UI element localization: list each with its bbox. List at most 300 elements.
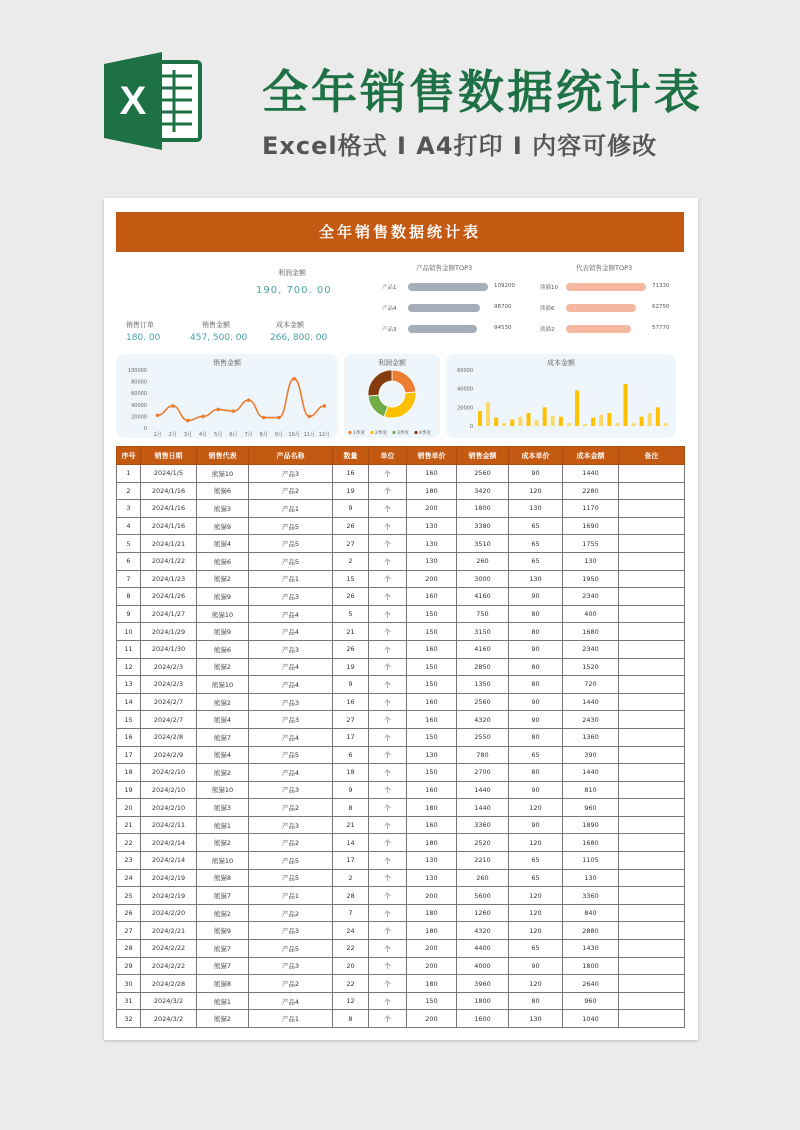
table-cell[interactable]: 2340 [563,588,619,606]
table-cell[interactable]: 1440 [563,764,619,782]
table-cell[interactable]: 65 [509,517,563,535]
table-cell[interactable] [619,781,685,799]
table-cell[interactable]: 180 [407,975,457,993]
table-cell[interactable]: 2024/2/7 [141,711,197,729]
table-cell[interactable]: 23 [117,852,141,870]
table-cell[interactable]: 个 [369,693,407,711]
table-cell[interactable]: 产品5 [249,852,333,870]
table-cell[interactable]: 熊猫4 [197,711,249,729]
table-cell[interactable]: 个 [369,605,407,623]
table-cell[interactable] [619,1010,685,1028]
table-cell[interactable]: 120 [509,834,563,852]
table-cell[interactable]: 9 [333,676,369,694]
table-cell[interactable]: 2 [333,869,369,887]
table-cell[interactable]: 8 [333,1010,369,1028]
table-cell[interactable]: 个 [369,834,407,852]
table-cell[interactable] [619,500,685,518]
table-cell[interactable]: 2024/2/3 [141,676,197,694]
table-cell[interactable]: 2024/3/2 [141,992,197,1010]
table-cell[interactable]: 熊猫10 [197,852,249,870]
table-cell[interactable]: 180 [407,799,457,817]
table-cell[interactable]: 65 [509,869,563,887]
table-cell[interactable]: 产品4 [249,605,333,623]
table-cell[interactable]: 200 [407,570,457,588]
table-cell[interactable]: 产品4 [249,676,333,694]
table-cell[interactable]: 150 [407,658,457,676]
table-cell[interactable]: 2024/1/26 [141,588,197,606]
table-cell[interactable]: 80 [509,658,563,676]
table-cell[interactable]: 个 [369,517,407,535]
table-cell[interactable]: 21 [117,816,141,834]
table-cell[interactable]: 2520 [457,834,509,852]
table-cell[interactable]: 2024/1/16 [141,500,197,518]
table-cell[interactable]: 产品3 [249,816,333,834]
table-cell[interactable]: 2560 [457,465,509,483]
table-cell[interactable]: 2024/2/19 [141,887,197,905]
table-cell[interactable]: 熊猫8 [197,975,249,993]
table-cell[interactable]: 个 [369,764,407,782]
table-cell[interactable] [619,658,685,676]
table-cell[interactable]: 2024/2/7 [141,693,197,711]
table-cell[interactable]: 产品5 [249,869,333,887]
table-cell[interactable]: 80 [509,992,563,1010]
table-cell[interactable]: 产品4 [249,728,333,746]
table-cell[interactable]: 1950 [563,570,619,588]
table-cell[interactable]: 5 [117,535,141,553]
table-cell[interactable]: 个 [369,465,407,483]
table-cell[interactable]: 160 [407,588,457,606]
table-cell[interactable]: 400 [563,605,619,623]
table-cell[interactable]: 个 [369,922,407,940]
table-cell[interactable]: 3960 [457,975,509,993]
table-cell[interactable]: 2024/1/16 [141,482,197,500]
table-cell[interactable]: 4160 [457,640,509,658]
table-cell[interactable] [619,799,685,817]
table-cell[interactable] [619,676,685,694]
table-cell[interactable]: 产品3 [249,588,333,606]
table-cell[interactable]: 24 [333,922,369,940]
table-cell[interactable]: 2 [117,482,141,500]
table-cell[interactable]: 个 [369,482,407,500]
table-cell[interactable]: 产品3 [249,711,333,729]
table-cell[interactable]: 个 [369,781,407,799]
table-cell[interactable]: 1 [117,465,141,483]
table-cell[interactable]: 个 [369,816,407,834]
table-cell[interactable]: 17 [117,746,141,764]
table-cell[interactable]: 20 [333,957,369,975]
table-cell[interactable]: 810 [563,781,619,799]
table-cell[interactable]: 21 [333,816,369,834]
table-cell[interactable]: 160 [407,816,457,834]
table-cell[interactable]: 1440 [563,693,619,711]
table-cell[interactable]: 26 [117,904,141,922]
table-cell[interactable]: 12 [333,992,369,1010]
table-cell[interactable]: 200 [407,940,457,958]
table-cell[interactable]: 200 [407,500,457,518]
table-cell[interactable] [619,693,685,711]
table-cell[interactable]: 9 [333,500,369,518]
table-cell[interactable]: 90 [509,957,563,975]
table-cell[interactable] [619,834,685,852]
table-cell[interactable]: 个 [369,658,407,676]
table-cell[interactable]: 65 [509,940,563,958]
table-cell[interactable]: 2024/1/22 [141,552,197,570]
table-cell[interactable]: 1440 [457,781,509,799]
table-cell[interactable]: 2024/3/2 [141,1010,197,1028]
table-cell[interactable] [619,957,685,975]
table-cell[interactable]: 产品2 [249,799,333,817]
table-cell[interactable]: 120 [509,482,563,500]
table-cell[interactable]: 90 [509,816,563,834]
table-cell[interactable]: 8 [333,799,369,817]
table-cell[interactable]: 130 [407,535,457,553]
table-cell[interactable]: 个 [369,570,407,588]
table-cell[interactable]: 熊猫2 [197,1010,249,1028]
table-cell[interactable]: 个 [369,552,407,570]
table-cell[interactable] [619,728,685,746]
table-cell[interactable]: 7 [117,570,141,588]
table-cell[interactable]: 5600 [457,887,509,905]
table-cell[interactable] [619,992,685,1010]
table-cell[interactable]: 2700 [457,764,509,782]
table-cell[interactable]: 4320 [457,711,509,729]
table-cell[interactable]: 个 [369,746,407,764]
table-cell[interactable]: 960 [563,799,619,817]
table-cell[interactable]: 熊猫1 [197,992,249,1010]
table-cell[interactable]: 200 [407,887,457,905]
table-cell[interactable]: 3 [117,500,141,518]
table-cell[interactable]: 22 [117,834,141,852]
table-cell[interactable]: 2024/2/28 [141,975,197,993]
table-cell[interactable]: 熊猫4 [197,746,249,764]
table-cell[interactable]: 1600 [457,1010,509,1028]
table-cell[interactable]: 7 [333,904,369,922]
table-cell[interactable]: 熊猫10 [197,676,249,694]
table-cell[interactable]: 18 [117,764,141,782]
table-cell[interactable]: 产品5 [249,940,333,958]
table-cell[interactable]: 4 [117,517,141,535]
table-cell[interactable]: 2024/2/10 [141,764,197,782]
table-cell[interactable]: 80 [509,623,563,641]
table-cell[interactable]: 1430 [563,940,619,958]
table-cell[interactable]: 熊猫6 [197,552,249,570]
table-cell[interactable]: 产品3 [249,922,333,940]
table-cell[interactable]: 3510 [457,535,509,553]
table-cell[interactable]: 2880 [563,922,619,940]
table-cell[interactable]: 31 [117,992,141,1010]
table-cell[interactable]: 1680 [563,623,619,641]
table-cell[interactable] [619,904,685,922]
table-cell[interactable]: 16 [117,728,141,746]
table-cell[interactable]: 26 [333,588,369,606]
table-cell[interactable]: 90 [509,640,563,658]
table-cell[interactable]: 17 [333,852,369,870]
table-cell[interactable]: 28 [117,940,141,958]
table-cell[interactable]: 熊猫9 [197,922,249,940]
table-cell[interactable]: 200 [407,1010,457,1028]
table-cell[interactable]: 80 [509,676,563,694]
table-cell[interactable]: 160 [407,693,457,711]
table-cell[interactable]: 1690 [563,517,619,535]
table-cell[interactable]: 个 [369,852,407,870]
table-cell[interactable] [619,535,685,553]
table-cell[interactable]: 个 [369,992,407,1010]
table-cell[interactable] [619,588,685,606]
table-cell[interactable]: 12 [117,658,141,676]
table-cell[interactable]: 产品1 [249,887,333,905]
table-cell[interactable] [619,570,685,588]
table-cell[interactable]: 熊猫9 [197,517,249,535]
table-cell[interactable]: 130 [509,500,563,518]
table-cell[interactable] [619,552,685,570]
table-cell[interactable]: 90 [509,781,563,799]
table-cell[interactable]: 130 [407,746,457,764]
table-cell[interactable]: 2024/1/5 [141,465,197,483]
table-cell[interactable]: 2430 [563,711,619,729]
table-cell[interactable]: 5 [333,605,369,623]
table-cell[interactable]: 120 [509,904,563,922]
table-cell[interactable]: 1755 [563,535,619,553]
table-cell[interactable]: 产品3 [249,693,333,711]
table-cell[interactable] [619,764,685,782]
table-cell[interactable]: 产品3 [249,465,333,483]
table-cell[interactable]: 1800 [457,500,509,518]
table-cell[interactable]: 1105 [563,852,619,870]
table-cell[interactable]: 9 [333,781,369,799]
table-cell[interactable]: 150 [407,728,457,746]
table-cell[interactable]: 3150 [457,623,509,641]
table-cell[interactable]: 27 [333,711,369,729]
table-cell[interactable]: 21 [333,623,369,641]
table-cell[interactable]: 个 [369,588,407,606]
table-cell[interactable]: 27 [117,922,141,940]
table-cell[interactable]: 产品2 [249,975,333,993]
table-cell[interactable]: 产品3 [249,957,333,975]
table-cell[interactable]: 产品3 [249,640,333,658]
table-cell[interactable] [619,816,685,834]
table-cell[interactable]: 260 [457,552,509,570]
table-cell[interactable]: 160 [407,781,457,799]
table-cell[interactable]: 2024/1/21 [141,535,197,553]
table-cell[interactable]: 22 [333,940,369,958]
table-cell[interactable]: 3000 [457,570,509,588]
table-cell[interactable]: 3360 [563,887,619,905]
table-cell[interactable]: 个 [369,728,407,746]
table-cell[interactable]: 10 [117,623,141,641]
table-cell[interactable]: 1440 [563,465,619,483]
table-cell[interactable]: 2560 [457,693,509,711]
table-cell[interactable]: 90 [509,711,563,729]
table-cell[interactable]: 11 [117,640,141,658]
table-cell[interactable]: 产品3 [249,781,333,799]
table-cell[interactable]: 6 [117,552,141,570]
table-cell[interactable]: 30 [117,975,141,993]
table-cell[interactable]: 130 [407,869,457,887]
table-cell[interactable] [619,852,685,870]
table-cell[interactable]: 熊猫2 [197,904,249,922]
table-cell[interactable]: 130 [407,517,457,535]
table-cell[interactable]: 个 [369,975,407,993]
table-cell[interactable]: 26 [333,640,369,658]
table-cell[interactable]: 160 [407,711,457,729]
table-cell[interactable]: 个 [369,623,407,641]
table-cell[interactable]: 2024/2/10 [141,799,197,817]
table-cell[interactable]: 产品5 [249,552,333,570]
table-cell[interactable]: 80 [509,728,563,746]
table-cell[interactable] [619,746,685,764]
table-cell[interactable]: 1170 [563,500,619,518]
table-cell[interactable]: 2024/2/20 [141,904,197,922]
table-cell[interactable]: 1680 [563,834,619,852]
table-cell[interactable]: 2024/2/9 [141,746,197,764]
table-cell[interactable]: 个 [369,940,407,958]
table-cell[interactable]: 960 [563,992,619,1010]
table-cell[interactable]: 80 [509,605,563,623]
table-cell[interactable]: 2024/2/8 [141,728,197,746]
table-cell[interactable]: 产品1 [249,1010,333,1028]
table-cell[interactable]: 19 [117,781,141,799]
table-cell[interactable]: 1800 [457,992,509,1010]
table-cell[interactable]: 780 [457,746,509,764]
table-cell[interactable]: 2024/2/10 [141,781,197,799]
table-cell[interactable]: 2024/2/19 [141,869,197,887]
table-cell[interactable]: 3420 [457,482,509,500]
table-cell[interactable]: 个 [369,640,407,658]
table-cell[interactable]: 2024/2/14 [141,852,197,870]
table-cell[interactable]: 2024/1/23 [141,570,197,588]
table-cell[interactable]: 熊猫1 [197,816,249,834]
table-cell[interactable]: 32 [117,1010,141,1028]
table-cell[interactable]: 2340 [563,640,619,658]
table-cell[interactable]: 1800 [563,957,619,975]
table-cell[interactable]: 65 [509,746,563,764]
table-cell[interactable]: 熊猫2 [197,764,249,782]
table-cell[interactable]: 熊猫2 [197,693,249,711]
table-cell[interactable]: 2024/2/11 [141,816,197,834]
table-cell[interactable]: 160 [407,640,457,658]
table-cell[interactable]: 2024/1/29 [141,623,197,641]
table-cell[interactable]: 2024/2/22 [141,957,197,975]
table-cell[interactable]: 熊猫3 [197,500,249,518]
table-cell[interactable]: 130 [509,570,563,588]
table-cell[interactable]: 2280 [563,482,619,500]
table-cell[interactable]: 14 [117,693,141,711]
table-cell[interactable]: 20 [117,799,141,817]
table-cell[interactable]: 2 [333,552,369,570]
table-cell[interactable]: 2024/2/22 [141,940,197,958]
table-cell[interactable]: 19 [333,482,369,500]
table-cell[interactable]: 2024/2/21 [141,922,197,940]
table-cell[interactable]: 22 [333,975,369,993]
table-cell[interactable]: 产品5 [249,535,333,553]
table-cell[interactable]: 130 [509,1010,563,1028]
table-cell[interactable]: 19 [333,658,369,676]
table-cell[interactable]: 80 [509,764,563,782]
table-cell[interactable]: 产品2 [249,834,333,852]
table-cell[interactable]: 熊猫10 [197,781,249,799]
table-cell[interactable] [619,482,685,500]
table-cell[interactable]: 16 [333,465,369,483]
table-cell[interactable]: 9 [117,605,141,623]
table-cell[interactable]: 2024/2/3 [141,658,197,676]
table-cell[interactable]: 65 [509,852,563,870]
table-cell[interactable]: 熊猫6 [197,482,249,500]
table-cell[interactable]: 4400 [457,940,509,958]
table-cell[interactable]: 2210 [457,852,509,870]
table-cell[interactable]: 130 [407,852,457,870]
table-cell[interactable]: 13 [117,676,141,694]
table-cell[interactable]: 个 [369,799,407,817]
table-cell[interactable]: 120 [509,887,563,905]
table-cell[interactable] [619,922,685,940]
table-cell[interactable]: 1890 [563,816,619,834]
table-cell[interactable]: 150 [407,764,457,782]
table-cell[interactable]: 产品5 [249,517,333,535]
table-cell[interactable]: 熊猫9 [197,623,249,641]
table-cell[interactable] [619,869,685,887]
table-cell[interactable]: 65 [509,552,563,570]
table-cell[interactable]: 熊猫10 [197,465,249,483]
table-cell[interactable] [619,711,685,729]
table-cell[interactable]: 个 [369,869,407,887]
table-cell[interactable]: 90 [509,693,563,711]
table-cell[interactable]: 14 [333,834,369,852]
table-cell[interactable]: 熊猫10 [197,605,249,623]
table-cell[interactable]: 750 [457,605,509,623]
table-cell[interactable]: 6 [333,746,369,764]
table-cell[interactable]: 29 [117,957,141,975]
table-cell[interactable]: 150 [407,676,457,694]
table-cell[interactable]: 熊猫3 [197,799,249,817]
table-cell[interactable]: 390 [563,746,619,764]
table-cell[interactable]: 180 [407,482,457,500]
table-cell[interactable]: 个 [369,535,407,553]
table-cell[interactable]: 130 [407,552,457,570]
table-cell[interactable] [619,465,685,483]
table-cell[interactable]: 720 [563,676,619,694]
table-cell[interactable]: 熊猫2 [197,834,249,852]
table-cell[interactable]: 个 [369,904,407,922]
table-cell[interactable]: 8 [117,588,141,606]
table-cell[interactable]: 产品4 [249,992,333,1010]
table-cell[interactable]: 2024/1/27 [141,605,197,623]
table-cell[interactable]: 1440 [457,799,509,817]
table-cell[interactable]: 4320 [457,922,509,940]
table-cell[interactable]: 1360 [563,728,619,746]
table-cell[interactable]: 熊猫7 [197,887,249,905]
table-cell[interactable]: 产品5 [249,746,333,764]
table-cell[interactable]: 熊猫7 [197,728,249,746]
table-cell[interactable]: 熊猫8 [197,869,249,887]
table-cell[interactable]: 熊猫7 [197,940,249,958]
table-cell[interactable]: 2850 [457,658,509,676]
table-cell[interactable] [619,605,685,623]
table-cell[interactable]: 90 [509,588,563,606]
table-cell[interactable]: 个 [369,887,407,905]
table-cell[interactable]: 熊猫2 [197,570,249,588]
table-cell[interactable]: 1520 [563,658,619,676]
table-cell[interactable]: 24 [117,869,141,887]
table-cell[interactable]: 17 [333,728,369,746]
table-cell[interactable]: 产品4 [249,764,333,782]
table-cell[interactable]: 260 [457,869,509,887]
table-cell[interactable]: 150 [407,623,457,641]
table-cell[interactable]: 产品2 [249,482,333,500]
table-cell[interactable]: 熊猫2 [197,658,249,676]
table-cell[interactable]: 25 [117,887,141,905]
table-cell[interactable] [619,887,685,905]
table-cell[interactable]: 2640 [563,975,619,993]
